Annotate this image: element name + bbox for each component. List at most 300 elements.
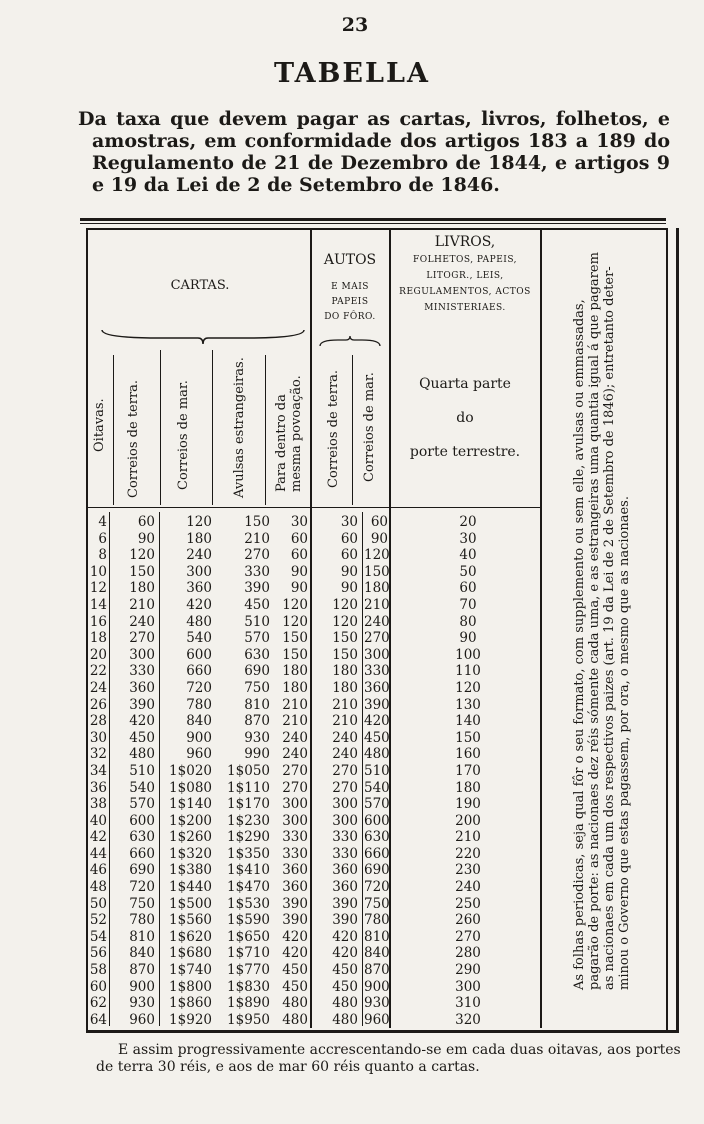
table-cell: 1$500 <box>169 895 212 912</box>
table-cell: 480 <box>332 1011 358 1028</box>
table-cell: 300 <box>332 796 358 813</box>
table-cell: 780 <box>364 912 390 929</box>
table-cell: 110 <box>455 663 481 680</box>
table-cell: 4 <box>98 514 107 530</box>
header-autos-3: PAPEIS <box>331 297 369 307</box>
table-cell: 120 <box>282 613 308 630</box>
table-cell: 390 <box>129 696 155 713</box>
table-cell: 1$140 <box>169 796 212 813</box>
table-cell: 330 <box>244 563 270 580</box>
frame-right-rule <box>676 228 679 1030</box>
table-cell: 300 <box>364 646 390 663</box>
header-avulsas: Avulsas estrangeiras. <box>232 357 247 498</box>
table-cell: 60 <box>137 514 155 530</box>
table-cell: 780 <box>186 696 212 713</box>
table-cell: 1$650 <box>227 928 270 945</box>
table-cell: 270 <box>282 762 308 779</box>
table-cell: 900 <box>186 729 212 746</box>
table-cell: 900 <box>129 978 155 995</box>
table-cell: 570 <box>244 630 270 647</box>
col-autos-terra <box>318 514 358 1028</box>
table-cell: 90 <box>340 563 358 580</box>
table-cell: 870 <box>244 713 270 730</box>
table-cell: 60 <box>370 514 388 530</box>
divider-h5 <box>352 355 353 505</box>
table-cell: 90 <box>459 630 477 647</box>
header-livros-2: FOLHETOS, PAPEIS, <box>412 255 518 265</box>
table-cell: 120 <box>364 547 390 564</box>
table-cell: 10 <box>89 563 107 580</box>
table-cell: 690 <box>364 862 390 879</box>
table-cell: 810 <box>364 928 390 945</box>
table-cell: 62 <box>89 995 107 1012</box>
table-cell: 52 <box>89 912 107 929</box>
table-cell: 240 <box>332 729 358 746</box>
table-cell: 220 <box>455 845 481 862</box>
table-cell: 390 <box>244 580 270 597</box>
table-cell: 570 <box>129 796 155 813</box>
table-cell: 90 <box>340 580 358 597</box>
table-cell: 660 <box>129 845 155 862</box>
table-cell: 600 <box>129 812 155 829</box>
table-cell: 720 <box>129 879 155 896</box>
table-cell: 50 <box>459 563 477 580</box>
table-cell: 420 <box>129 713 155 730</box>
top-rule-thin <box>80 223 666 224</box>
col-cartas-mar <box>160 514 212 1028</box>
cartas-brace <box>100 328 306 346</box>
table-cell: 180 <box>282 679 308 696</box>
table-cell: 200 <box>455 812 481 829</box>
table-cell: 150 <box>332 646 358 663</box>
table-cell: 1$410 <box>227 862 270 879</box>
table-cell: 40 <box>89 812 107 829</box>
table-cell: 1$530 <box>227 895 270 912</box>
table-cell: 1$020 <box>169 762 212 779</box>
table-cell: 60 <box>340 547 358 564</box>
table-cell: 210 <box>364 596 390 613</box>
col-cartas-terra <box>112 514 155 1028</box>
autos-brace <box>318 336 382 350</box>
table-cell: 960 <box>186 746 212 763</box>
table-cell: 240 <box>282 729 308 746</box>
table-cell: 330 <box>332 845 358 862</box>
table-cell: 390 <box>282 895 308 912</box>
table-cell: 1$320 <box>169 845 212 862</box>
table-cell: 180 <box>455 779 481 796</box>
table-cell: 120 <box>332 596 358 613</box>
table-cell: 1$200 <box>169 812 212 829</box>
table-cell: 1$770 <box>227 962 270 979</box>
table-cell: 1$890 <box>227 995 270 1012</box>
table-cell: 12 <box>89 580 107 597</box>
table-cell: 690 <box>129 862 155 879</box>
table-cell: 840 <box>186 713 212 730</box>
table-cell: 1$740 <box>169 962 212 979</box>
page-number: 23 <box>341 14 369 36</box>
table-cell: 420 <box>282 928 308 945</box>
table-cell: 540 <box>186 630 212 647</box>
table-cell: 120 <box>332 613 358 630</box>
divider-livros-notes <box>540 230 542 1028</box>
table-cell: 60 <box>89 978 107 995</box>
top-rule <box>80 218 666 221</box>
table-cell: 540 <box>129 779 155 796</box>
table-cell: 150 <box>455 729 481 746</box>
header-livros-5: MINISTERIAES. <box>424 303 506 313</box>
table-cell: 150 <box>282 630 308 647</box>
quarta-parte-1: Quarta parte <box>419 376 511 392</box>
table-cell: 58 <box>89 962 107 979</box>
footer-note: E assim progressivamente accrescentando-se em cada duas oitavas, aos portes de terra 30 réis, e aos de mar 60 réis quanto a cartas. <box>96 1042 681 1075</box>
table-cell: 240 <box>332 746 358 763</box>
header-autos-mar: Correios de mar. <box>362 372 377 482</box>
table-cell: 160 <box>455 746 481 763</box>
table-cell: 30 <box>459 530 477 547</box>
divider-h4 <box>265 355 266 505</box>
side-note-line-3: as nacionaes em cada um dos respectivos paizes (art. 19 da Lei de 2 de Setembro de 1846); entretanto deter- <box>602 266 617 990</box>
table-cell: 1$620 <box>169 928 212 945</box>
table-cell: 630 <box>364 829 390 846</box>
table-cell: 900 <box>364 978 390 995</box>
table-cell: 100 <box>455 646 481 663</box>
table-cell: 1$950 <box>227 1011 270 1028</box>
table-cell: 1$380 <box>169 862 212 879</box>
table-cell: 1$290 <box>227 829 270 846</box>
table-cell: 1$830 <box>227 978 270 995</box>
table-cell: 210 <box>282 696 308 713</box>
table-cell: 56 <box>89 945 107 962</box>
table-cell: 990 <box>244 746 270 763</box>
table-cell: 90 <box>290 563 308 580</box>
table-cell: 450 <box>244 596 270 613</box>
table-cell: 240 <box>129 613 155 630</box>
table-cell: 54 <box>89 928 107 945</box>
table-cell: 750 <box>244 679 270 696</box>
table-cell: 1$170 <box>227 796 270 813</box>
header-autos-4: DO FÔRO. <box>324 312 376 322</box>
table-cell: 310 <box>455 995 481 1012</box>
table-cell: 38 <box>89 796 107 813</box>
table-cell: 420 <box>332 945 358 962</box>
table-cell: 360 <box>332 879 358 896</box>
table-cell: 90 <box>370 530 388 547</box>
table-cell: 24 <box>89 679 107 696</box>
table-cell: 480 <box>282 1011 308 1028</box>
table-cell: 360 <box>282 879 308 896</box>
table-cell: 1$110 <box>227 779 270 796</box>
table-cell: 1$800 <box>169 978 212 995</box>
table-cell: 180 <box>332 679 358 696</box>
table-cell: 660 <box>186 663 212 680</box>
table-cell: 450 <box>332 962 358 979</box>
table-cell: 840 <box>364 945 390 962</box>
table-cell: 150 <box>282 646 308 663</box>
table-cell: 250 <box>455 895 481 912</box>
table-cell: 270 <box>364 630 390 647</box>
table-cell: 750 <box>129 895 155 912</box>
table-cell: 930 <box>129 995 155 1012</box>
table-cell: 28 <box>89 713 107 730</box>
table-cell: 390 <box>332 912 358 929</box>
table-cell: 810 <box>244 696 270 713</box>
table-cell: 30 <box>340 514 358 530</box>
table-cell: 140 <box>455 713 481 730</box>
table-cell: 60 <box>340 530 358 547</box>
table-cell: 390 <box>282 912 308 929</box>
header-correios-terra: Correios de terra. <box>126 379 141 498</box>
table-cell: 240 <box>282 746 308 763</box>
table-cell: 210 <box>244 530 270 547</box>
table-cell: 40 <box>459 547 477 564</box>
table-cell: 510 <box>129 762 155 779</box>
table-cell: 540 <box>364 779 390 796</box>
table-cell: 150 <box>244 514 270 530</box>
table-cell: 1$710 <box>227 945 270 962</box>
quarta-parte-2: do <box>456 410 474 426</box>
table-cell: 36 <box>89 779 107 796</box>
table-cell: 46 <box>89 862 107 879</box>
table-cell: 210 <box>332 713 358 730</box>
table-cell: 960 <box>129 1011 155 1028</box>
table-cell: 420 <box>364 713 390 730</box>
table-cell: 290 <box>455 962 481 979</box>
table-cell: 240 <box>455 879 481 896</box>
divider-h2 <box>160 350 161 505</box>
table-cell: 1$350 <box>227 845 270 862</box>
table-cell: 480 <box>186 613 212 630</box>
table-cell: 16 <box>89 613 107 630</box>
header-dentro-1: Para dentro da <box>274 394 289 492</box>
table-cell: 420 <box>282 945 308 962</box>
table-cell: 90 <box>290 580 308 597</box>
table-cell: 420 <box>332 928 358 945</box>
table-cell: 34 <box>89 762 107 779</box>
table-cell: 600 <box>364 812 390 829</box>
header-livros-4: REGULAMENTOS, ACTOS <box>399 287 531 297</box>
table-cell: 480 <box>332 995 358 1012</box>
table-cell: 630 <box>244 646 270 663</box>
table-cell: 270 <box>282 779 308 796</box>
table-cell: 210 <box>282 713 308 730</box>
table-cell: 330 <box>282 845 308 862</box>
table-cell: 30 <box>89 729 107 746</box>
table-cell: 360 <box>332 862 358 879</box>
table-cell: 720 <box>364 879 390 896</box>
table-cell: 1$590 <box>227 912 270 929</box>
col-oitavas <box>88 514 107 1028</box>
table-cell: 870 <box>129 962 155 979</box>
table-cell: 20 <box>459 514 477 530</box>
table-cell: 450 <box>282 978 308 995</box>
table-cell: 14 <box>89 596 107 613</box>
header-autos-2: E MAIS <box>331 282 369 292</box>
table-cell: 90 <box>137 530 155 547</box>
divider-b1 <box>109 512 110 1026</box>
table-cell: 50 <box>89 895 107 912</box>
table-cell: 270 <box>244 547 270 564</box>
table-cell: 960 <box>364 1011 390 1028</box>
table-cell: 300 <box>332 812 358 829</box>
quarta-parte-3: porte terrestre. <box>409 444 521 460</box>
table-cell: 30 <box>290 514 308 530</box>
divider-cartas-autos <box>310 230 312 1028</box>
col-avulsas <box>214 514 270 1028</box>
table-cell: 360 <box>364 679 390 696</box>
header-autos: AUTOS <box>323 252 377 268</box>
table-cell: 450 <box>364 729 390 746</box>
table-cell: 300 <box>455 978 481 995</box>
table-cell: 1$050 <box>227 762 270 779</box>
table-cell: 32 <box>89 746 107 763</box>
table-cell: 390 <box>332 895 358 912</box>
table-cell: 270 <box>332 762 358 779</box>
col-livros <box>440 514 496 1028</box>
header-separator <box>88 507 540 508</box>
side-note-line-1: As folhas periodicas, seja qual fôr o seu formato, com supplemento ou sem elle, avulsas ou emmassadas, <box>572 299 587 990</box>
table-cell: 180 <box>332 663 358 680</box>
table-cell: 1$680 <box>169 945 212 962</box>
table-cell: 42 <box>89 829 107 846</box>
subtitle <box>78 108 670 196</box>
header-livros: LIVROS, <box>434 234 496 250</box>
table-cell: 360 <box>282 862 308 879</box>
table-cell: 270 <box>332 779 358 796</box>
table-cell: 150 <box>129 563 155 580</box>
table-cell: 120 <box>186 514 212 530</box>
table-cell: 570 <box>364 796 390 813</box>
table-cell: 720 <box>186 679 212 696</box>
table-cell: 660 <box>364 845 390 862</box>
table-cell: 60 <box>290 530 308 547</box>
table-cell: 6 <box>98 530 107 547</box>
table-cell: 180 <box>282 663 308 680</box>
table-cell: 60 <box>290 547 308 564</box>
header-oitavas: Oitavas. <box>92 398 107 452</box>
table-cell: 330 <box>332 829 358 846</box>
table-cell: 330 <box>282 829 308 846</box>
table-cell: 1$470 <box>227 879 270 896</box>
table-cell: 480 <box>282 995 308 1012</box>
table-cell: 180 <box>129 580 155 597</box>
table-cell: 480 <box>129 746 155 763</box>
table-cell: 230 <box>455 862 481 879</box>
table-cell: 420 <box>186 596 212 613</box>
table-cell: 300 <box>282 812 308 829</box>
table-cell: 180 <box>186 530 212 547</box>
col-povoacao <box>272 514 308 1028</box>
table-cell: 70 <box>459 596 477 613</box>
table-cell: 840 <box>129 945 155 962</box>
table-cell: 180 <box>364 580 390 597</box>
side-note <box>572 230 632 990</box>
table-cell: 270 <box>455 928 481 945</box>
table-cell: 1$920 <box>169 1011 212 1028</box>
header-cartas: CARTAS. <box>170 278 230 293</box>
table-cell: 22 <box>89 663 107 680</box>
table-cell: 26 <box>89 696 107 713</box>
table-cell: 150 <box>364 563 390 580</box>
table-cell: 330 <box>129 663 155 680</box>
divider-h1 <box>113 355 114 505</box>
table-cell: 1$440 <box>169 879 212 896</box>
table-cell: 510 <box>244 613 270 630</box>
table-cell: 930 <box>244 729 270 746</box>
table-cell: 120 <box>282 596 308 613</box>
side-note-line-4: minou o Governo que estas pagassem, por ora, o mesmo que as nacionaes. <box>617 496 632 990</box>
table-cell: 170 <box>455 762 481 779</box>
table-cell: 280 <box>455 945 481 962</box>
table-cell: 210 <box>332 696 358 713</box>
table-cell: 300 <box>129 646 155 663</box>
header-livros-3: LITOGR., LEIS, <box>426 271 504 281</box>
table-cell: 360 <box>129 679 155 696</box>
table-cell: 270 <box>129 630 155 647</box>
table-cell: 210 <box>455 829 481 846</box>
table-cell: 690 <box>244 663 270 680</box>
table-cell: 1$260 <box>169 829 212 846</box>
table-cell: 120 <box>129 547 155 564</box>
table-cell: 130 <box>455 696 481 713</box>
table-cell: 64 <box>89 1011 107 1028</box>
table-cell: 300 <box>282 796 308 813</box>
subtitle-text: Da taxa que devem pagar as cartas, livros, folhetos, e amostras, em conformidade dos artigos 183 a 189 do Regulamento de 21 de Dezembro de 1844, e artigos 9 e 19 da Lei de 2 de Setembro de 1846. <box>78 108 670 196</box>
table-cell: 750 <box>364 895 390 912</box>
table-cell: 240 <box>364 613 390 630</box>
table-cell: 360 <box>186 580 212 597</box>
table-cell: 330 <box>364 663 390 680</box>
table-cell: 120 <box>455 679 481 696</box>
table-cell: 20 <box>89 646 107 663</box>
table-cell: 44 <box>89 845 107 862</box>
table-cell: 480 <box>364 746 390 763</box>
table-cell: 150 <box>332 630 358 647</box>
table-cell: 190 <box>455 796 481 813</box>
table-cell: 210 <box>129 596 155 613</box>
divider-h3 <box>212 350 213 505</box>
table-cell: 8 <box>98 547 107 564</box>
table-cell: 450 <box>332 978 358 995</box>
table-cell: 1$560 <box>169 912 212 929</box>
table-cell: 450 <box>129 729 155 746</box>
table-cell: 1$860 <box>169 995 212 1012</box>
table-cell: 930 <box>364 995 390 1012</box>
table-cell: 80 <box>459 613 477 630</box>
table-cell: 60 <box>459 580 477 597</box>
header-dentro-2: mesma povoação. <box>289 375 304 492</box>
table-cell: 320 <box>455 1011 481 1028</box>
col-autos-mar <box>364 514 388 1028</box>
table-cell: 240 <box>186 547 212 564</box>
table-cell: 1$080 <box>169 779 212 796</box>
table-cell: 390 <box>364 696 390 713</box>
table-cell: 510 <box>364 762 390 779</box>
divider-b3 <box>362 512 363 1026</box>
table-cell: 600 <box>186 646 212 663</box>
table-cell: 18 <box>89 630 107 647</box>
table-cell: 48 <box>89 879 107 896</box>
table-cell: 780 <box>129 912 155 929</box>
table-cell: 300 <box>186 563 212 580</box>
bottom-rule <box>86 1030 679 1033</box>
page-title: TABELLA <box>274 58 430 89</box>
table-cell: 810 <box>129 928 155 945</box>
header-correios-mar: Correios de mar. <box>176 380 191 490</box>
table-cell: 260 <box>455 912 481 929</box>
table-cell: 630 <box>129 829 155 846</box>
side-note-line-2: pagarão de porte: as nacionaes dez réis sómente cada uma, e as estrangeiras uma quantia igual á que pagarem <box>587 252 602 990</box>
header-autos-terra: Correios de terra. <box>326 369 341 488</box>
